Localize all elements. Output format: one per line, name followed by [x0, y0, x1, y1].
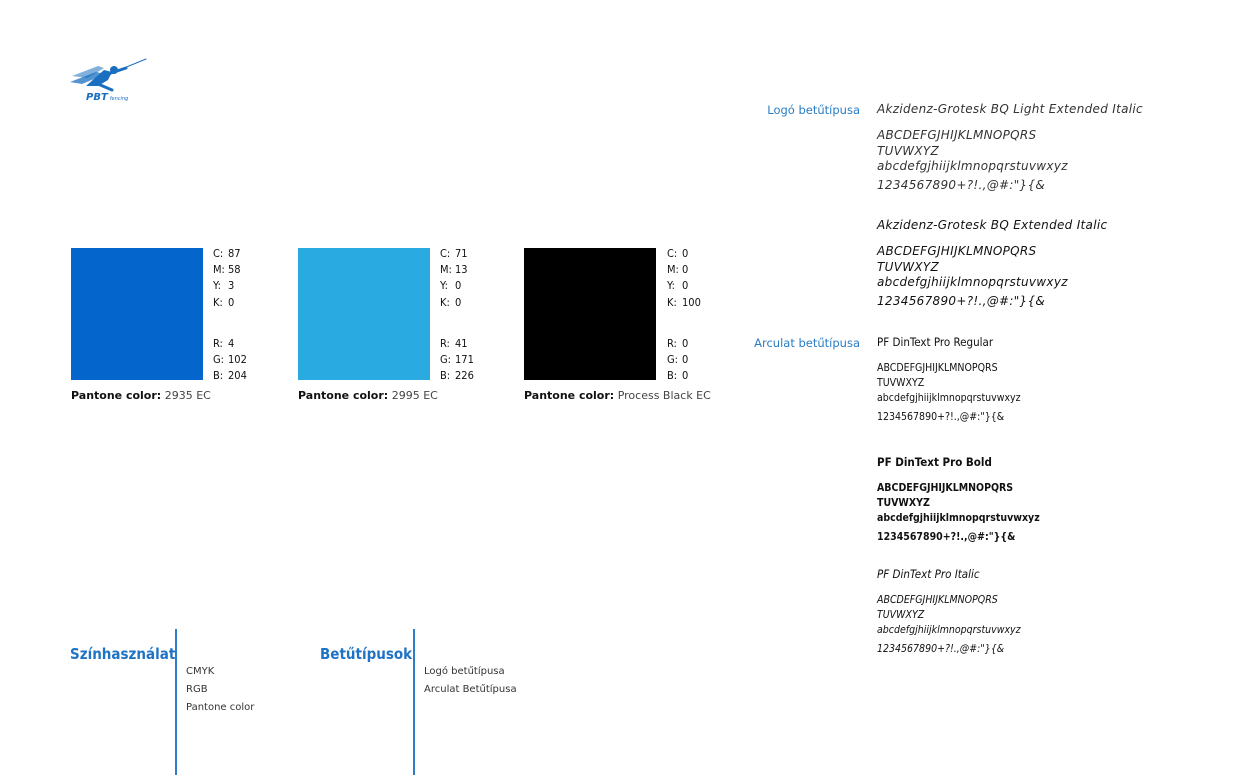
- fonts-section-title: Betűtípusok: [320, 645, 413, 663]
- color-swatch-black: [524, 248, 656, 380]
- list-item: Pantone color: [186, 702, 255, 713]
- logo-wordmark: PBT fencing: [86, 92, 129, 103]
- fencer-icon: [68, 56, 150, 96]
- font-specimen-title: PF DinText Pro Regular: [877, 335, 994, 349]
- list-item: CMYK: [186, 666, 215, 677]
- color-values-primary-blue: C: 87 M: 58 Y: 3 K: 0 R: 4 G: 102 B: 204: [213, 247, 247, 383]
- pantone-label-primary-blue: Pantone color: 2935 EC: [71, 389, 211, 402]
- divider-line: [413, 629, 415, 775]
- font-specimen-title: Akzidenz-Grotesk BQ Light Extended Italic: [877, 102, 1143, 116]
- divider-line: [175, 629, 177, 775]
- font-specimen-sample: ABCDEFGJHIJKLMNOPQRS TUVWXYZ abcdefgjhiijklmnopqrstuvwxyz 1234567890+?!.,@#:"}{&: [877, 244, 1068, 308]
- font-specimen-sample: ABCDEFGJHIJKLMNOPQRS TUVWXYZ abcdefgjhiijklmnopqrstuvwxyz 1234567890+?!.,@#:"}{&: [877, 362, 1021, 423]
- list-item: RGB: [186, 684, 208, 695]
- font-specimen-title: Akzidenz-Grotesk BQ Extended Italic: [877, 218, 1108, 232]
- pantone-label-light-blue: Pantone color: 2995 EC: [298, 389, 438, 402]
- fonts-section-list: [424, 663, 517, 699]
- pbt-fencing-logo: [68, 56, 150, 108]
- colors-section-title: Színhasználat: [70, 645, 176, 663]
- font-specimen-sample: ABCDEFGJHIJKLMNOPQRS TUVWXYZ abcdefgjhiijklmnopqrstuvwxyz 1234567890+?!.,@#:"}{&: [877, 594, 1021, 655]
- identity-font-label: Arculat betűtípusa: [754, 336, 860, 350]
- font-specimen-title: PF DinText Pro Italic: [877, 567, 980, 581]
- list-item: Logó betűtípusa: [424, 666, 505, 677]
- color-swatch-light-blue: [298, 248, 430, 380]
- color-swatch-primary-blue: [71, 248, 203, 380]
- pantone-label-black: Pantone color: Process Black EC: [524, 389, 711, 402]
- font-specimen-sample: ABCDEFGJHIJKLMNOPQRS TUVWXYZ abcdefgjhiijklmnopqrstuvwxyz 1234567890+?!.,@#:"}{&: [877, 128, 1068, 192]
- list-item: Arculat Betűtípusa: [424, 684, 517, 695]
- font-specimen-title: PF DinText Pro Bold: [877, 455, 992, 469]
- colors-section-list: [186, 663, 254, 717]
- color-values-light-blue: C: 71 M: 13 Y: 0 K: 0 R: 41 G: 171 B: 226: [440, 247, 474, 383]
- logo-font-label: Logó betűtípusa: [767, 103, 860, 117]
- font-specimen-sample: ABCDEFGJHIJKLMNOPQRS TUVWXYZ abcdefgjhiijklmnopqrstuvwxyz 1234567890+?!.,@#:"}{&: [877, 482, 1040, 543]
- color-values-black: C: 0 M: 0 Y: 0 K: 100 R: 0 G: 0 B: 0: [667, 247, 701, 383]
